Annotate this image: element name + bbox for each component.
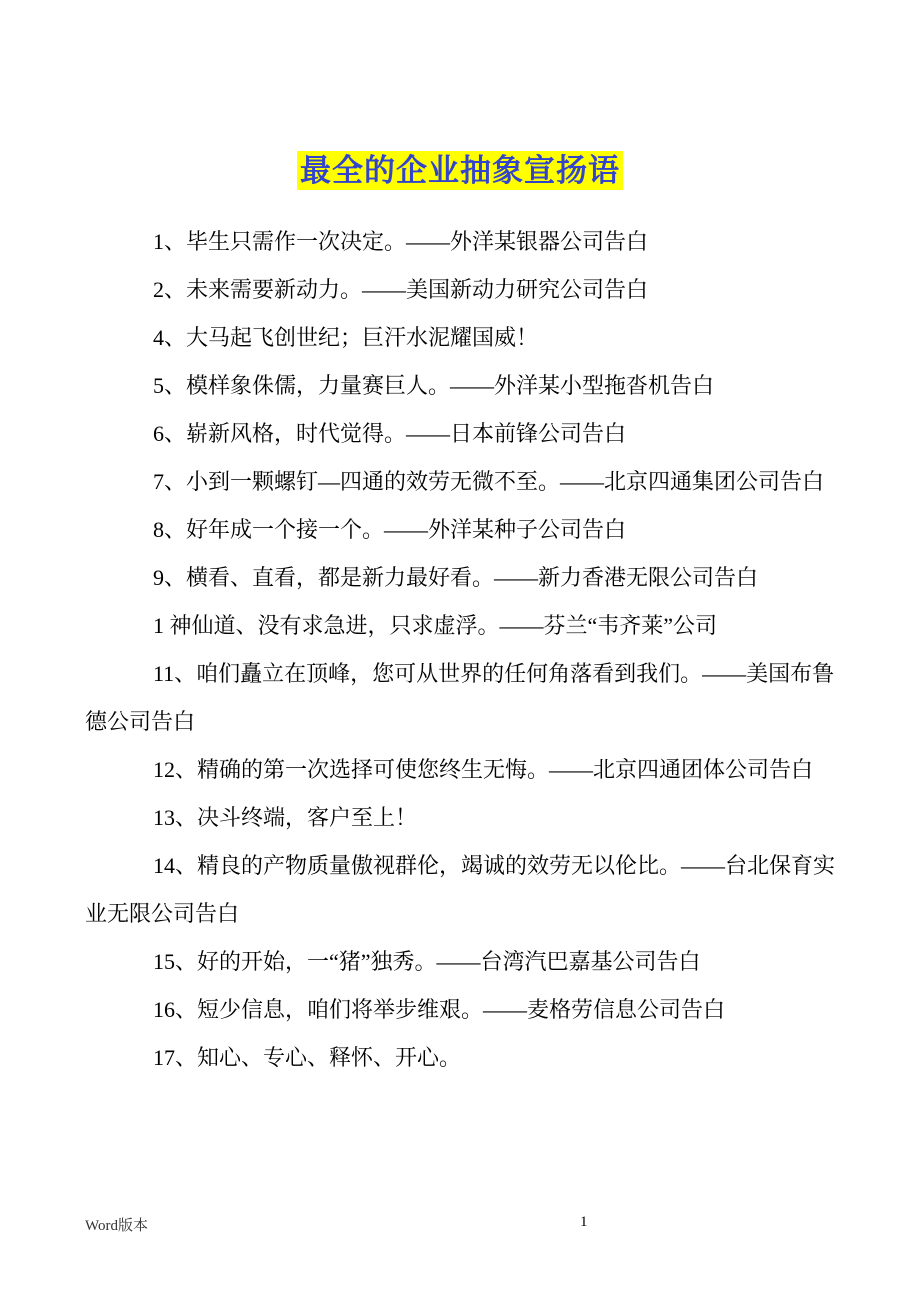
paragraph: 8、好年成一个接一个。——外洋某种子公司告白: [153, 517, 627, 542]
footer-word-version-label: Word版本: [85, 1218, 148, 1234]
page-number: 1: [580, 1214, 588, 1230]
page-footer: [85, 1214, 835, 1236]
paragraph: 15、好的开始，一“猪”独秀。——台湾汽巴嘉基公司告白: [153, 949, 701, 974]
paragraph: 4、大马起飞创世纪；巨汗水泥耀国威！: [153, 325, 539, 350]
paragraph: 9、横看、直看，都是新力最好看。——新力香港无限公司告白: [153, 565, 759, 590]
paragraph: 14、精良的产物质量傲视群伦，竭诚的效劳无以伦比。——台北保育实业无限公司告白: [85, 853, 836, 926]
paragraph: 11、咱们矗立在顶峰，您可从世界的任何角落看到我们。——美国布鲁德公司告白: [85, 661, 835, 734]
paragraph: 6、崭新风格，时代觉得。——日本前锋公司告白: [153, 421, 627, 446]
paragraph: 16、短少信息，咱们将举步维艰。——麦格劳信息公司告白: [153, 997, 726, 1022]
paragraph-list: [85, 218, 835, 1082]
paragraph: 17、知心、专心、释怀、开心。: [153, 1045, 462, 1070]
page-title: [0, 0, 920, 190]
paragraph: 12、精确的第一次选择可使您终生无悔。——北京四通团体公司告白: [153, 757, 814, 782]
paragraph: 1 神仙道、没有求急进，只求虚浮。——芬兰“韦齐莱”公司: [153, 613, 718, 638]
paragraph: 13、决斗终端，客户至上！: [153, 805, 418, 830]
paragraph: 1、毕生只需作一次决定。——外洋某银器公司告白: [153, 229, 649, 254]
paragraph: 5、模样象侏儒，力量赛巨人。——外洋某小型拖沓机告白: [153, 373, 715, 398]
paragraph: 2、未来需要新动力。——美国新动力研究公司告白: [153, 277, 649, 302]
title-text-highlighted: 最全的企业抽象宣扬语: [297, 151, 623, 190]
paragraph: 7、小到一颗螺钉—四通的效劳无微不至。——北京四通集团公司告白: [153, 469, 825, 494]
